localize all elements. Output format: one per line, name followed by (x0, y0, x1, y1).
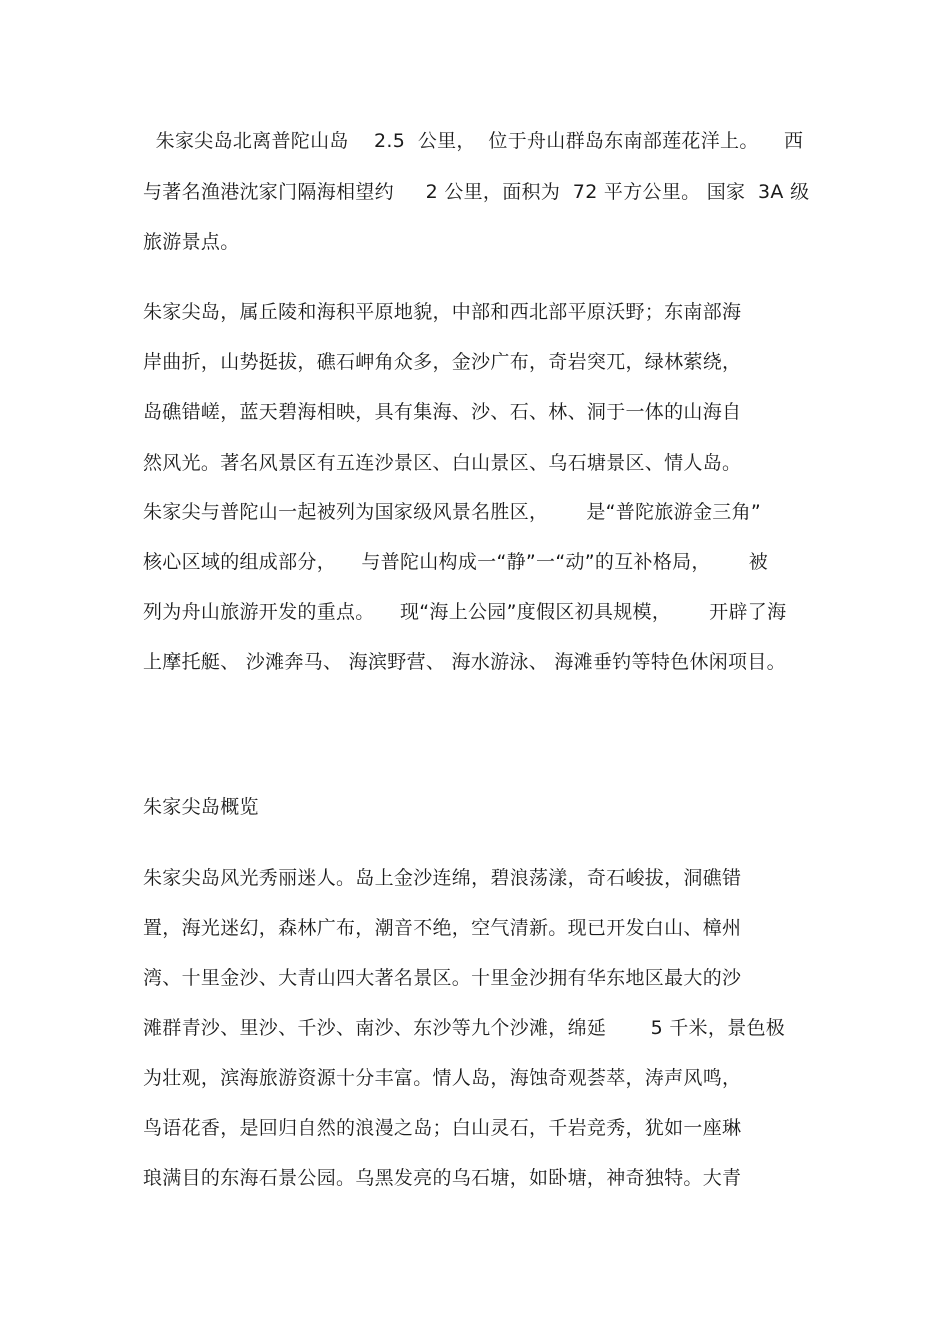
paragraph-2-line-5: 朱家尖与普陀山一起被列为国家级风景名胜区， 是“普陀旅游金三角” (143, 501, 762, 523)
paragraph-3-line-2: 置，海光迷幻，森林广布，潮音不绝，空气清新。现已开发白山、樟州 (143, 917, 742, 939)
paragraph-2-line-4: 然风光。著名风景区有五连沙景区、白山景区、乌石塘景区、情人岛。 (143, 452, 742, 474)
paragraph-2-line-8: 上摩托艇、 沙滩奔马、 海滨野营、 海水游泳、 海滩垂钓等特色休闲项目。 (143, 651, 786, 673)
paragraph-1-line-1: 朱家尖岛北离普陀山岛 2.5 公里， 位于舟山群岛东南部莲花洋上。 西 (143, 130, 804, 152)
section-heading: 朱家尖岛概览 (143, 796, 259, 818)
paragraph-3-line-1: 朱家尖岛风光秀丽迷人。岛上金沙连绵，碧浪荡漾，奇石峻拔，洞礁错 (143, 867, 742, 889)
paragraph-3-line-3: 湾、十里金沙、大青山四大著名景区。十里金沙拥有华东地区最大的沙 (143, 967, 742, 989)
paragraph-1-line-3: 旅游景点。 (143, 231, 240, 253)
paragraph-2-line-1: 朱家尖岛，属丘陵和海积平原地貌，中部和西北部平原沃野；东南部海 (143, 301, 742, 323)
paragraph-2-line-7: 列为舟山旅游开发的重点。 现“海上公园”度假区初具规模， 开辟了海 (143, 601, 787, 623)
paragraph-2-line-3: 岛礁错嵯，蓝天碧海相映，具有集海、沙、石、林、洞于一体的山海自 (143, 401, 742, 423)
paragraph-3-line-4: 滩群青沙、里沙、千沙、南沙、东沙等九个沙滩，绵延 5 千米，景色极 (143, 1017, 786, 1039)
paragraph-3-line-6: 鸟语花香，是回归自然的浪漫之岛；白山灵石，千岩竞秀，犹如一座琳 (143, 1117, 742, 1139)
paragraph-1-line-2: 与著名渔港沈家门隔海相望约 2 公里，面积为 72 平方公里。 国家 3A 级 (143, 181, 810, 203)
paragraph-3-line-5: 为壮观，滨海旅游资源十分丰富。情人岛，海蚀奇观荟萃，涛声风鸣， (143, 1067, 742, 1089)
paragraph-3-line-7: 琅满目的东海石景公园。乌黑发亮的乌石塘，如卧塘，神奇独特。大青 (143, 1167, 742, 1189)
paragraph-2-line-6: 核心区域的组成部分， 与普陀山构成一“静”一“动”的互补格局， 被 (143, 551, 769, 573)
paragraph-2-line-2: 岸曲折，山势挺拔，礁石岬角众多，金沙广布，奇岩突兀，绿林萦绕， (143, 351, 742, 373)
